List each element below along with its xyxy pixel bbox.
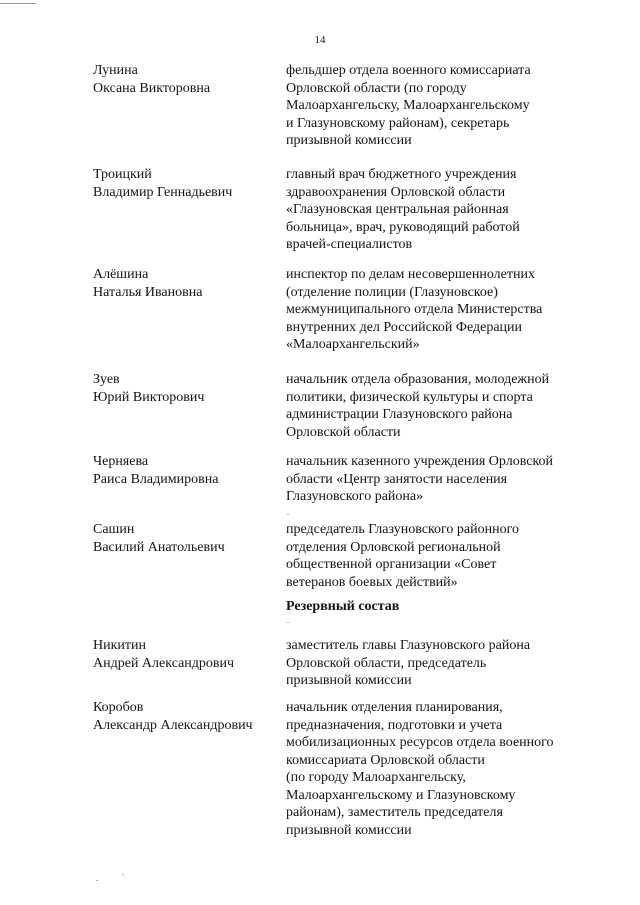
scan-speck [287, 622, 289, 623]
member-surname: Сашин [93, 522, 135, 537]
reserve-section-heading: Резервный состав [286, 599, 400, 614]
member-surname: Зуев [93, 372, 120, 387]
member-name [93, 699, 278, 735]
member-name [93, 453, 278, 489]
member-name [93, 62, 278, 98]
role-line: больница», врач, руководящий работой [286, 219, 520, 235]
member-given-name: Оксана Викторовна [93, 81, 211, 96]
role-line: межмуниципального отдела Министерства [286, 302, 543, 317]
role-line: общественной организации «Совет [286, 557, 497, 572]
role-line: области «Центр занятости населения [286, 471, 508, 487]
scan-speck [287, 514, 289, 515]
member-surname: Алёшина [93, 267, 149, 282]
role-line: «Глазуновская центральная районная [286, 202, 509, 217]
member-given-name: Андрей Александрович [93, 656, 235, 671]
role-line: Малоархангельску, Малоархангельскому [286, 98, 530, 113]
role-line: врачей-специалистов [286, 237, 413, 252]
member-given-name: Александр Александрович [93, 718, 253, 733]
scan-speck [96, 880, 98, 881]
member-name [93, 371, 278, 407]
member-given-name: Василий Анатольевич [93, 540, 225, 555]
member-role [286, 266, 582, 354]
role-line: ветеранов боевых действий» [286, 574, 458, 590]
role-line: начальник казенного учреждения Орловской [286, 454, 554, 469]
member-role [286, 453, 582, 506]
role-line: и Глазуновскому районам), секретарь [286, 115, 510, 131]
member-role [286, 699, 582, 839]
role-line: заместитель главы Глазуновского района [286, 638, 531, 653]
role-line: призывной комиссии [286, 673, 412, 688]
role-line: здравоохранения Орловской области [286, 184, 506, 200]
role-line: районам), заместитель председателя [286, 805, 503, 820]
role-line: Глазуновского района» [286, 489, 424, 504]
role-line: председатель Глазуновского районного [286, 522, 520, 537]
page-number: 14 [314, 34, 326, 46]
role-line: начальник отделения планирования, [286, 700, 503, 715]
member-given-name: Владимир Геннадьевич [93, 185, 233, 200]
role-line: Орловской области, председатель [286, 655, 487, 671]
role-line: мобилизационных ресурсов отдела военного [286, 735, 554, 750]
role-line: инспектор по делам несовершеннолетних [286, 267, 535, 282]
member-role [286, 521, 582, 591]
member-name [93, 166, 278, 202]
member-role [286, 371, 582, 441]
role-line: (по городу Малоархангельску, [286, 770, 466, 785]
scan-corner-line [0, 3, 36, 4]
role-line: администрации Глазуновского района [286, 407, 513, 422]
member-surname: Никитин [93, 638, 146, 653]
member-surname: Черняева [93, 454, 149, 469]
member-given-name: Наталья Ивановна [93, 285, 203, 300]
role-line: отделения Орловской региональной [286, 539, 501, 555]
role-line: Орловской области (по городу [286, 80, 467, 96]
role-line: призывной комиссии [286, 822, 412, 838]
role-line: призывной комиссии [286, 133, 412, 148]
member-name [93, 637, 278, 673]
role-line: Орловской области [286, 424, 401, 440]
role-line: начальник отдела образования, молодежной [286, 372, 550, 387]
member-role [286, 637, 582, 690]
role-line: политики, физической культуры и спорта [286, 389, 533, 405]
role-line: Малоархангельскому и Глазуновскому [286, 787, 516, 803]
role-line: (отделение полиции (Глазуновское) [286, 284, 498, 300]
scan-speck [122, 874, 124, 875]
member-surname: Коробов [93, 700, 144, 715]
role-line: комиссариата Орловской области [286, 752, 485, 768]
member-surname: Лунина [93, 63, 138, 78]
member-role [286, 62, 582, 150]
member-given-name: Юрий Викторович [93, 390, 205, 405]
member-given-name: Раиса Владимировна [93, 472, 219, 487]
member-name [93, 266, 278, 302]
member-role [286, 166, 582, 254]
role-line: «Малоархангельский» [286, 337, 420, 352]
role-line: предназначения, подготовки и учета [286, 717, 503, 733]
role-line: внутренних дел Российской Федерации [286, 319, 523, 335]
role-line: фельдшер отдела военного комиссариата [286, 63, 531, 78]
member-surname: Троицкий [93, 167, 152, 182]
member-name [93, 521, 278, 557]
role-line: главный врач бюджетного учреждения [286, 167, 517, 182]
